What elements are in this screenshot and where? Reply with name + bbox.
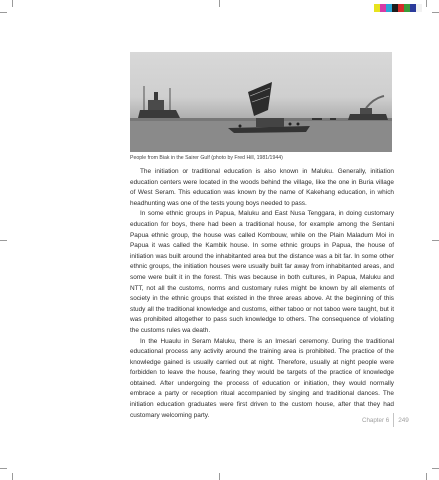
photo-caption: People from Biak in the Sairer Gulf (photo by Fred Hill, 1981/1944): [130, 155, 283, 161]
crop-mark-left-middle: [0, 240, 7, 241]
chapter-label: Chapter 6: [362, 416, 390, 424]
crop-mark-top-right-h: [432, 12, 439, 13]
article-body: [130, 167, 394, 421]
color-swatch-8: [416, 4, 422, 12]
crop-mark-bottom-left-v: [12, 473, 13, 480]
crop-mark-bottom-left-h: [0, 468, 7, 469]
color-registration-strip: [374, 4, 422, 12]
crop-mark-right-middle: [432, 240, 439, 241]
crop-mark-top-center: [219, 0, 220, 7]
crop-mark-bottom-center: [219, 473, 220, 480]
crop-mark-top-right-v: [426, 0, 427, 7]
harbor-photograph: [130, 52, 392, 152]
page-number: 249: [398, 416, 409, 424]
paragraph-3: In the Huaulu in Seram Maluku, there is an Imesari ceremony. During the traditional educational process any activity around the training area is prohibited. The practice of the knowledge gained is usually carried out at night. Therefore, usually at night people were forbidden to leave the house, fearing they would be targets of the practice of knowledge obtained. After undergoing the process of education or initiation, they would normally embrace a party or reception ritual accompanied by singing and traditional dances. The initiation education graduates were first driven to the custom house, after that they had customary welcoming party.: [130, 337, 394, 419]
crop-mark-top-left-h: [0, 12, 7, 13]
crop-mark-top-left-v: [12, 0, 13, 7]
harbor-scene-illustration: [130, 52, 392, 152]
crop-mark-bottom-right-v: [426, 473, 427, 480]
footer-divider: [393, 413, 394, 427]
page-footer: [362, 412, 409, 428]
crop-mark-bottom-right-h: [432, 468, 439, 469]
paragraph-2: In some ethnic groups in Papua, Maluku and East Nusa Tenggara, in doing customary education for boys, there had been a traditional house, for example among the Sentani Papua ethnic group, the house was called Kombouw, while on the Plain Maladum Moi in Papua it was called the Kambik house. In some ethnic groups in Papua, the house of initiation was built around the inhabitanted area but the distance was a bit far. In some other ethnic groups, the initiation houses were usually built far away from inhabitanted areas, and some were built it in the forest. This was because in both cultures, in Papua, Maluku and NTT, not all the customs, norms and customary rules might be known by all elements of society in the ethnic groups that existed in the three areas above. At the beginning of this study all the traditional knowledge and customs, either taboo or not taboo were taught, but it was prohibited altogether to pass such knowledge to others. The consequence of violating the customs rules wa death.: [130, 210, 394, 334]
paragraph-1: The initiation or traditional education is also known in Maluku. Generally, initiation education centers were located in the woods behind the village, like the one in Buria village of West Seram. This education was known by the name of Kakehang education, in which headhunting was one of the tests young boys needed to pass.: [130, 168, 394, 207]
